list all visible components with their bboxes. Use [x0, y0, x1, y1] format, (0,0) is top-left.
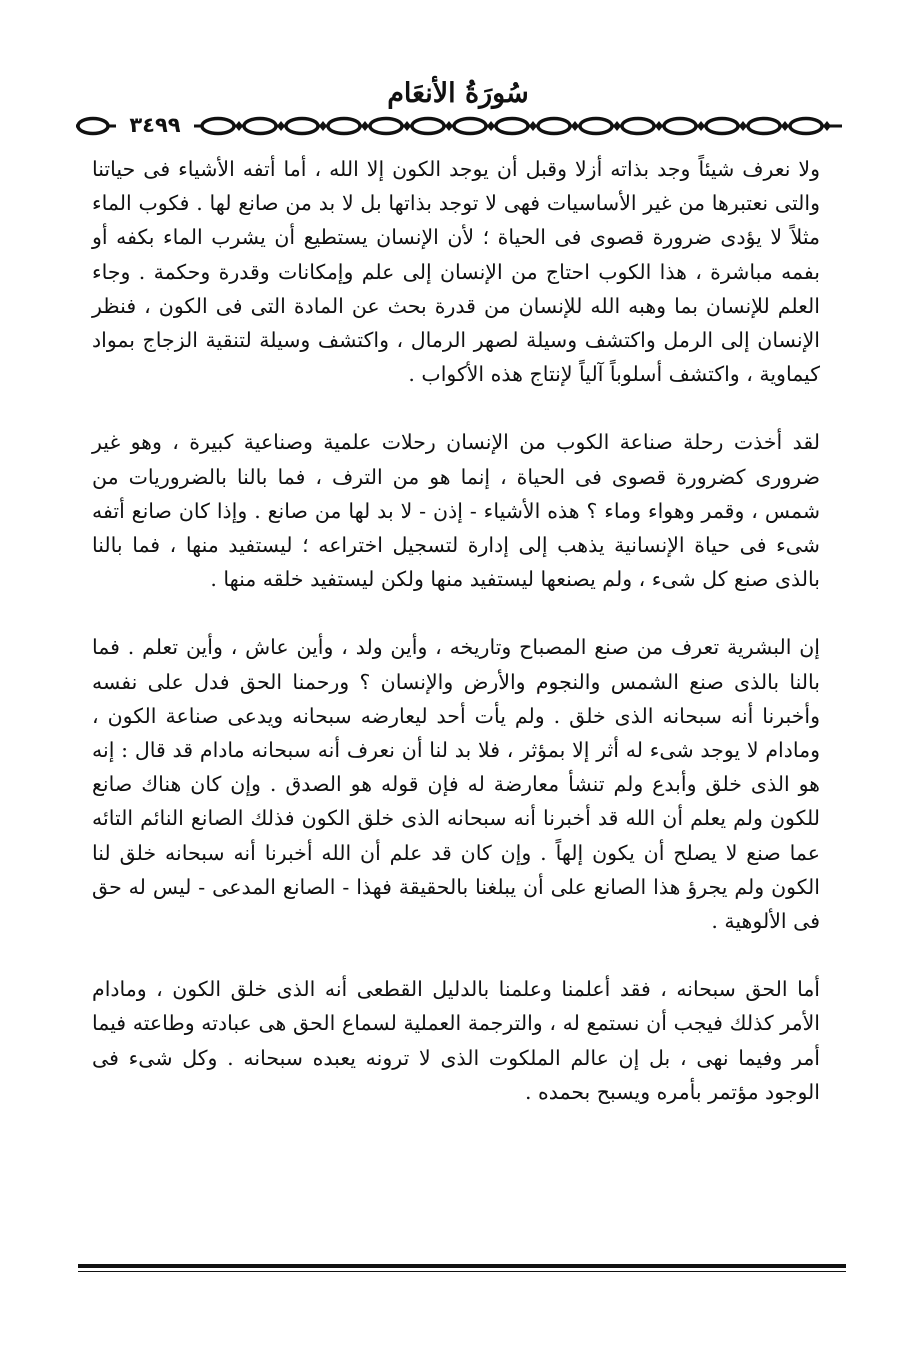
paragraph-1: ولا نعرف شيئاً وجد بذاته أزلا وقبل أن يوجد الكون إلا الله ، أما أتفه الأشياء فى حياتنا والتى نعتبرها من غير الأساسيات فهى لا توجد بذاتها بل لا بد من صانع لها . فكوب الماء مثلاً لا يؤدى ضرورة قصوى فى الحياة ؛ لأن الإنسان يستطيع أن يشرب الماء بكفه أو بفمه مباشرة ، هذا الكوب احتاج من الإنسان إلى علم وإمكانات وقدرة وحكمة . وجاء العلم للإنسان بما وهبه الله للإنسان من قدرة بحث عن المادة التى فى الكون ، فنظر الإنسان إلى الرمل واكتشف وسيلة لصهر الرمال ، واكتشف وسيلة لتنقية الزجاج بمواد كيماوية ، واكتشف أسلوباً آلياً لإنتاج هذه الأكواب . [92, 157, 820, 387]
ornament-oval [454, 119, 486, 134]
ornament-diamond [613, 121, 621, 131]
ornament-diamond [487, 121, 495, 131]
ornament-diamond [529, 121, 537, 131]
ornament-diamond [655, 121, 663, 131]
paragraph-2: لقد أخذت رحلة صناعة الكوب من الإنسان رحلات علمية وصناعية كبيرة ، وهو غير ضرورى كضرورة قصوى فى الحياة ، إنما هو من الترف ، فما بالنا بالضروريات من شمس ، وقمر وهواء وماء ؟ هذه الأشياء - إذن - لا بد لها من صانع . وإذا كان صانع أتفه شىء فى حياة الإنسانية يذهب إلى إدارة لتسجيل اختراعه ؛ ليستفيد منها ، فما بالنا بالذى صنع كل شىء ، ولم يصنعها ليستفيد منها ولكن ليستفيد خلقه منها . [92, 430, 820, 592]
surah-title: سُورَةُ الأنعَام [387, 78, 529, 109]
body-text [92, 152, 820, 1109]
footer-rule [78, 1264, 846, 1272]
ornament-oval [790, 119, 822, 134]
ornament-oval [706, 119, 738, 134]
page-number: ٣٤٩٩ [116, 110, 194, 140]
ornament-oval [580, 119, 612, 134]
ornament-oval [370, 119, 402, 134]
ornament-diamond [277, 121, 285, 131]
ornament-oval [538, 119, 570, 134]
page-header [0, 70, 916, 115]
ornament-diamond [571, 121, 579, 131]
ornament-oval [748, 119, 780, 134]
ornament-diamond [235, 121, 243, 131]
ornament-diamond [823, 121, 831, 131]
paragraph-4: أما الحق سبحانه ، فقد أعلمنا وعلمنا بالدليل القطعى أنه الذى خلق الكون ، ومادام الأمر كذلك فيجب أن نستمع له ، والترجمة العملية لسماع الحق هى عبادته وطاعته فيما أمر وفيما نهى ، بل إن عالم الملكوت الذى لا ترونه يعبده سبحانه . وكل شىء فى الوجود مؤتمر بأمره ويسبح بحمده . [92, 977, 820, 1104]
ornament-diamond [403, 121, 411, 131]
ornament-diamond [445, 121, 453, 131]
paragraph-3: إن البشرية تعرف من صنع المصباح وتاريخه ، وأين ولد ، وأين عاش ، وأين تعلم . فما بالنا بالذى صنع الشمس والنجوم والأرض والإنسان ؟ ورحمنا الحق فدل على نفسه وأخبرنا أنه سبحانه الذى خلق . ولم يأت أحد ليعارضه سبحانه ويدعى صناعة الكون ، ومادام لا يوجد شىء له أثر إلا بمؤثر ، فلا بد لنا أن نعرف أنه سبحانه مادام قد قال : إنه هو الذى خلق وأبدع ولم تنشأ معارضة له فإن قوله هو الصدق . وإن كان هناك صانع للكون ولم يعلم أن الله قد أخبرنا أنه سبحانه الذى خلق الكون فذلك الصانع النائم التائه عما صنع لا يصلح أن يكون إلهاً . وإن كان قد علم أن الله أخبرنا أنه سبحانه خلق لنا الكون ولم يجرؤ هذا الصانع على أن يبلغنا بالحقيقة فهذا - الصانع المدعى - ليس له حق فى الألوهية . [92, 635, 820, 934]
ornament-diamond [739, 121, 747, 131]
ornament-diamond [697, 121, 705, 131]
ornament-diamond [361, 121, 369, 131]
ornament-diamond [319, 121, 327, 131]
ornament-oval [328, 119, 360, 134]
ornament-oval [78, 119, 108, 134]
ornament-oval [286, 119, 318, 134]
ornament-oval [622, 119, 654, 134]
ornament-oval [664, 119, 696, 134]
ornament-oval [202, 119, 234, 134]
ornament-oval [244, 119, 276, 134]
ornament-oval [412, 119, 444, 134]
ornament-diamond [781, 121, 789, 131]
ornament-oval [496, 119, 528, 134]
